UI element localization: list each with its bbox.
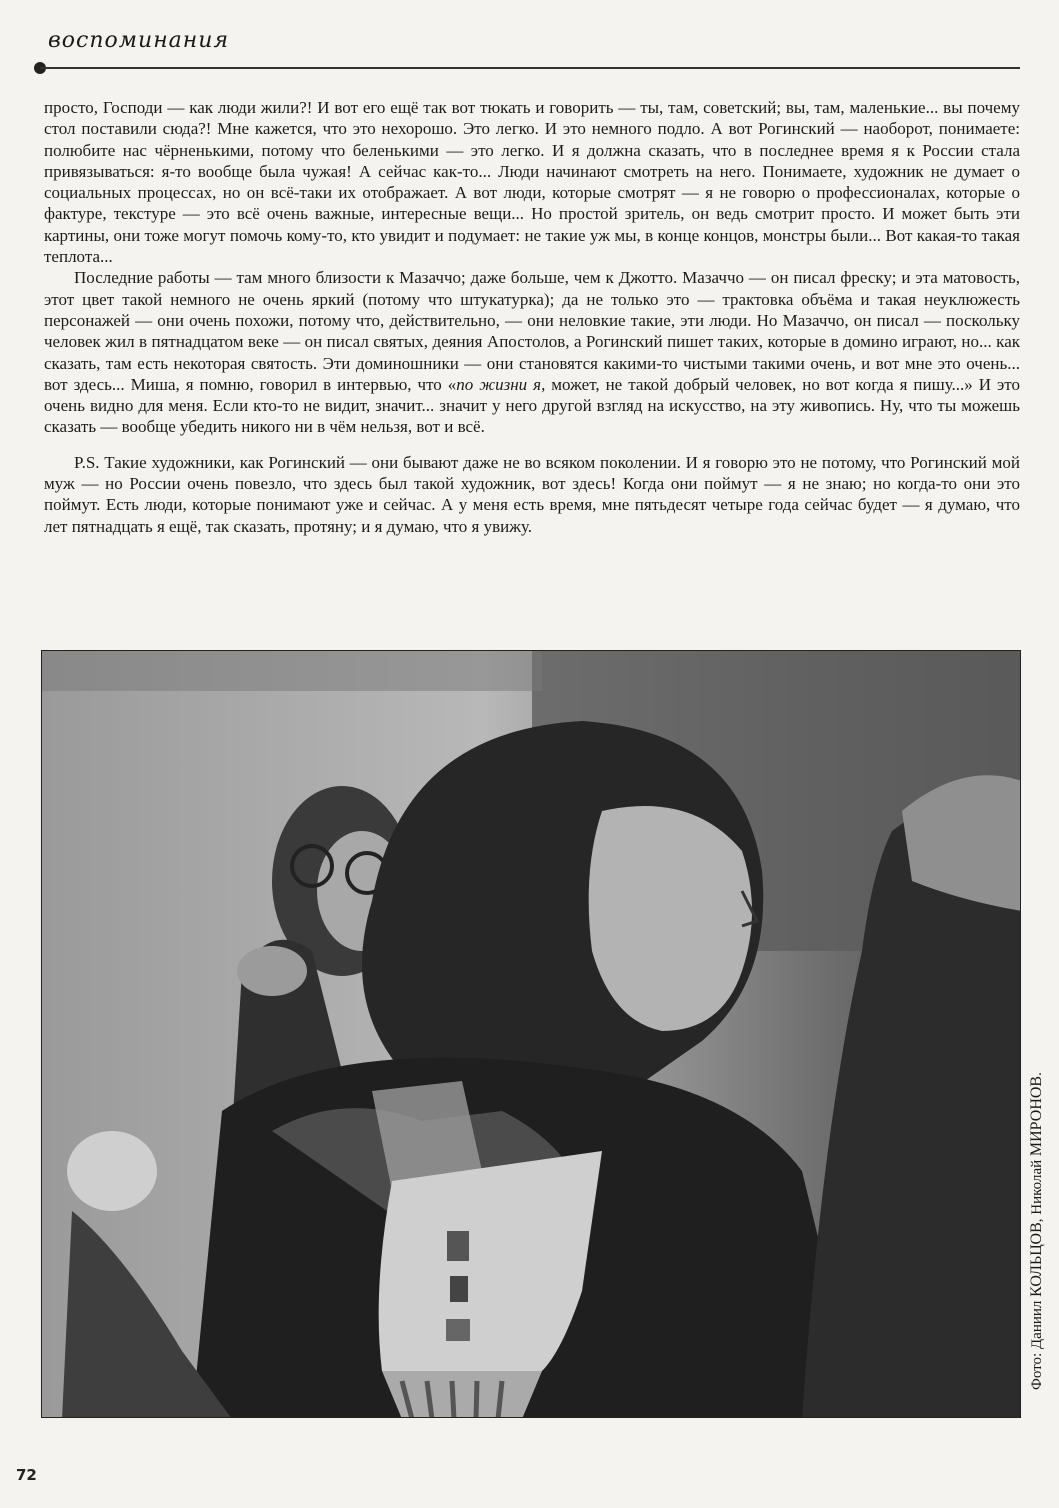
article-paragraph-1: просто, Господи — как люди жили?! И вот его ещё так вот тюкать и говорить — ты, там, советский; вы, там, маленькие... вы почему стол поставили сюда?! Мне кажется, что это нехорошо. Это легко. И это немного подло. А вот Рогинский — наоборот, понимаете: полюбите нас чёрненькими, потому что беленькими — это легко. И я должна сказать, что в последнее время я к России стала привязываться: я-то вообще была чужая! А сейчас как-то... Люди начинают смотреть на него. Понимаете, художник не думает о социальных процессах, но он всё-таки их отображает. А вот люди, которые смотрят — я не говорю о профессионалах, которые о фактуре, текстуре — это всё очень важные, интересные вещи... Но простой зритель, он ведь смотрит просто. И может быть эти картины, они тоже могут помочь кому-то, кто увидит и подумает: не такие уж мы, в конце концов, монстры были... Вот какая-то такая теплота...: [44, 98, 1020, 267]
credit-separator: , Николай: [1029, 1156, 1045, 1223]
paragraph-2-quote-italic: по жизни я: [456, 374, 542, 394]
event-photo: [41, 650, 1021, 1418]
article-paragraph-2: [44, 267, 1020, 437]
paragraph-2-start: Последние работы — там много близости к Мазаччо; даже больше, чем к Джотто. Мазаччо — он писал фреску; и эта матовость, этот цвет такой немного не очень яркий (потому что штукатурка); да не только это — трактовка объёма и такая неуклюжесть персонажей — они очень похожи, потому что, действительно, — они неловкие такие, эти люди. Но Мазаччо, он писал — поскольку человек жил в пятнадцатом веке — он писал святых, деяния Апостолов, а Рогинский пишет таких, которые в домино играют, но... как сказать, там есть некоторая святость. Эти доминошники — они становятся какими-то чистыми такими очень, и вот мне это очень... вот здесь... Миша, я помню, говорил в интервью, что «: [44, 268, 1020, 394]
photo-illustration: [42, 651, 1021, 1418]
page-number: 72: [16, 1466, 37, 1484]
article-body: [44, 97, 1020, 537]
credit-prefix: Фото: Даниил: [1029, 1296, 1045, 1390]
credit-name-1: КОЛЬЦОВ: [1028, 1222, 1045, 1297]
paragraph-2-end: , может, не такой добрый человек, но вот когда я пишу...» И это очень видно для меня. Если кто-то не видит, значит... значит у него другой взгляд на искусство, на эту живопись. Ну, что ты можешь сказать — вообще убедить никого ни в чём нельзя, вот и всё.: [44, 374, 1021, 437]
credit-name-2: МИРОНОВ: [1028, 1075, 1045, 1157]
photo-credit: [1028, 1072, 1046, 1390]
header-rule: [40, 67, 1020, 69]
section-title: воспоминания: [48, 28, 230, 53]
credit-suffix: .: [1029, 1072, 1045, 1076]
article-postscript: P.S. Такие художники, как Рогинский — они бывают даже не во всяком поколении. И я говорю это не потому, что Рогинский мой муж — но России очень повезло, что здесь был такой художник, вот здесь! Когда они поймут — я не знаю; но когда-то они это поймут. Есть люди, которые понимают уже и сейчас. А у меня есть время, мне пятьдесят четыре года сейчас будет — я думаю, что лет пятнадцать я ещё, так сказать, протяну; и я думаю, что я увижу.: [44, 452, 1020, 536]
